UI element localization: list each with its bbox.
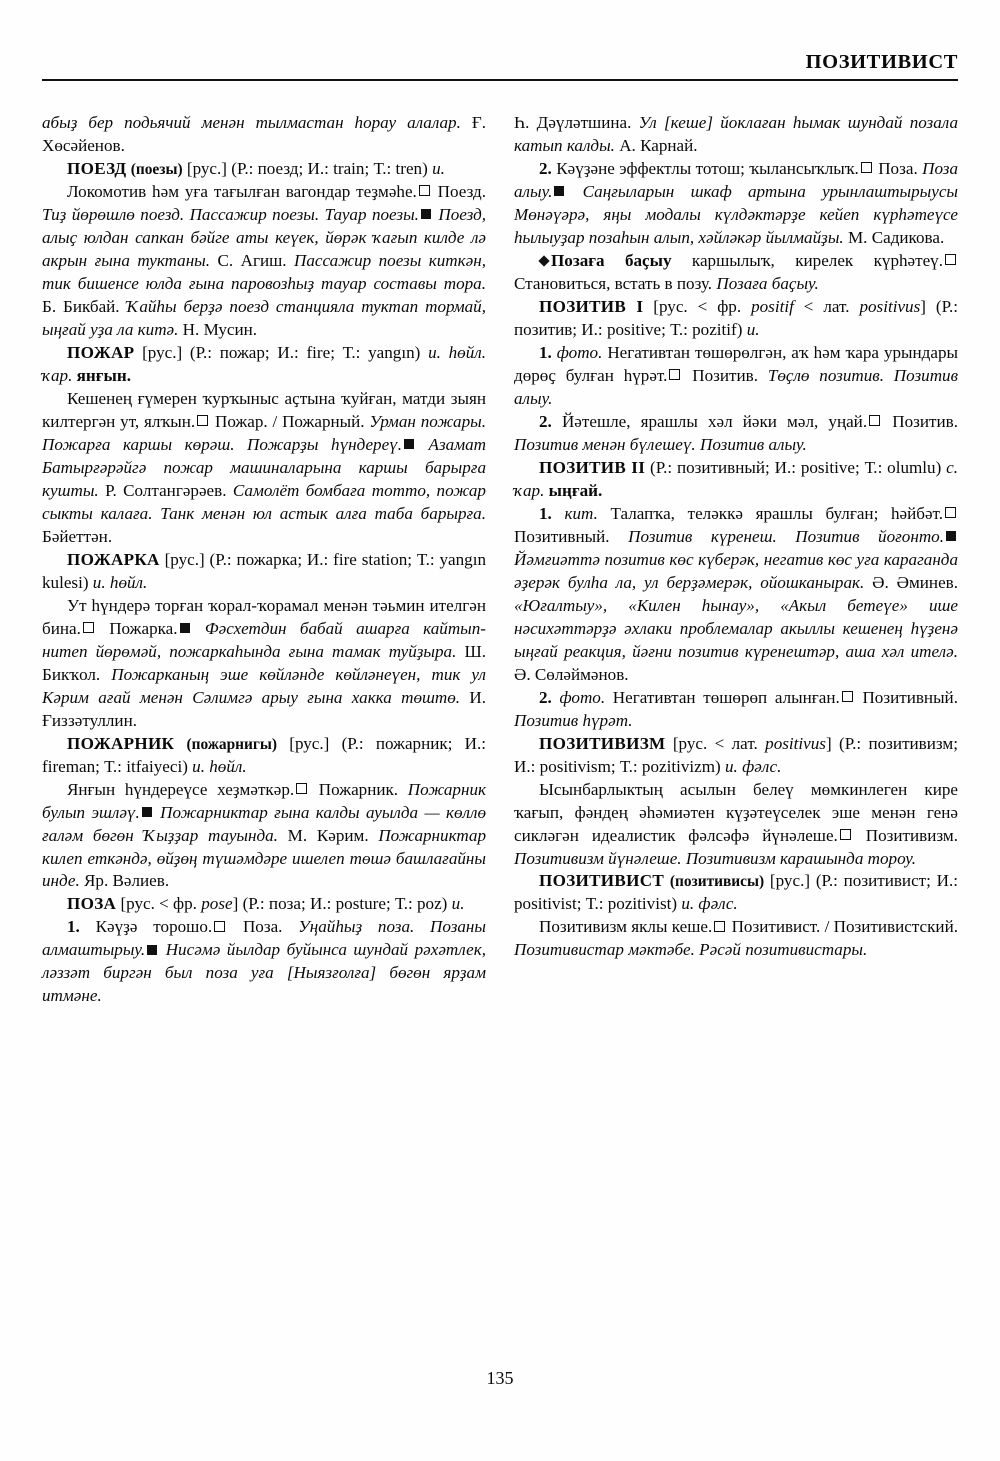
filled-square-icon — [147, 945, 157, 955]
citation-author: М. Садикова. — [843, 227, 945, 247]
etymology-latin: positif — [751, 296, 794, 316]
russian-gloss: Позитивизм. — [852, 825, 958, 845]
citation-author: М. Кәрим. — [277, 825, 369, 845]
entry-poezd-head — [42, 158, 486, 181]
open-square-icon — [945, 254, 956, 265]
grammar-label: и. фәлс. — [720, 756, 782, 776]
etymology-latin: positivus — [859, 296, 921, 316]
citation-quote: Фәсхетдин бабай ашарға кайтып-нитеп йөрөмәй, пожаркаһында ғына тамак туйҙыра. — [42, 618, 486, 661]
filled-square-icon — [142, 807, 152, 817]
continuation-quote: Ул [кеше] йоклаған һымак шундай позала катып калды. — [514, 113, 958, 155]
russian-gloss: Позитивный. — [514, 526, 610, 546]
citation-author: Ә. Сөләймәнов. — [514, 664, 629, 684]
continuation-author-lead: Һ. Дәүләтшина. — [514, 113, 632, 132]
headword: ПОЗИТИВ I — [539, 296, 644, 316]
grammar-label: и. һөйл. ҡар. — [42, 342, 486, 385]
citation-quote: Самолёт бомбаға тотто, пожар сыкты калаға. Танк менән юл астык алға таба барырға. — [42, 480, 486, 523]
citation-quote: Пассажир поезы киткән, тик бишенсе юлда ғына паровозһыҙ тауар составы тора. — [42, 250, 486, 293]
left-column — [42, 112, 486, 1008]
entry-continuation — [42, 112, 486, 158]
sense-number: 1. — [539, 342, 552, 362]
equivalents: (Р.: позитивный; И.: positive; Т.: olumlu) — [650, 457, 942, 477]
entry-pozitiv-1-sense-2 — [514, 411, 958, 457]
russian-gloss: Позитивный. — [854, 687, 958, 707]
open-square-icon — [197, 415, 208, 426]
equivalents: (Р.: позитивизм; И.: positivism; Т.: pozitivizm) — [514, 733, 958, 776]
filled-square-icon — [946, 531, 956, 541]
headword: ПОЖАРКА — [67, 549, 160, 569]
usage-label: фото. — [551, 687, 606, 707]
equivalents: (Р.: поза; И.: posture; Т.: poz) — [242, 894, 448, 914]
headword: ПОЖАРНИК — [67, 733, 175, 753]
entry-pozitiv-2-head — [514, 457, 958, 503]
collocations: Позаға баҫыу. — [712, 273, 819, 293]
open-square-icon — [419, 185, 430, 196]
etymology: [рус.] — [769, 871, 811, 891]
definition: Ысынбарлыктың асылын белеү мөмкинлеген кире ҡағып, фәндең әһәмиәтен күҙәтеүселек эше менән генә сикләгән идеалистик фәлсәфә йүнәлеше. — [514, 779, 958, 845]
open-square-icon — [861, 162, 872, 173]
continuation-author: Ғ. Хөсәйенов. — [42, 113, 486, 155]
headword: ПОЕЗД — [67, 158, 127, 178]
sense-number: 2. — [539, 158, 552, 178]
russian-gloss: Пожар. / Пожарный. — [210, 411, 365, 431]
collocations: Пожарник булып эшләү. — [42, 779, 486, 822]
headword: ПОЗИТИВИЗМ — [539, 733, 666, 753]
citation-quote: Поезд, алыҫ юлдан сапкан бәйге аты кеүек, йөрәк ҡағып килде лә акрын ғына туктаны. — [42, 204, 487, 270]
collocations: Төҫлө позитив. Позитив алыу. — [514, 365, 959, 408]
sense-number: 2. — [539, 411, 552, 431]
open-square-icon — [296, 783, 307, 794]
filled-square-icon — [404, 439, 414, 449]
etymology: [рус. < фр. positif < лат. positivus] — [653, 296, 926, 316]
collocations: Позитивистар мәктәбе. Рәсәй позитивистары. — [514, 940, 868, 960]
definition: Ут һүндерә торған ҡорал-ҡорамал менән тәьмин ителгән бина. — [42, 595, 486, 638]
citation-author: Н. Мусин. — [178, 319, 258, 339]
collocations: Тиҙ йөрөшлө поезд. Пассажир поезы. Тауар поезы. — [42, 204, 419, 224]
collocations: Урман пожары. Пожарға каршы көрәш. Пожарҙы һүндереү. — [42, 411, 486, 454]
citation-quote: «Юғалтыу», «Килен һынау», «Акыл бетеүе» ише нәсихәттәрҙә әхлаки проблемалар акыллы кешенең һүҙенә ыңғай реакция, йәғни позитив күренештәр, аша хәл ителә. — [514, 595, 958, 661]
open-square-icon — [714, 921, 725, 932]
headword-form: (позитивисы) — [669, 873, 765, 891]
russian-gloss: Поза. — [227, 917, 283, 937]
etymology: [рус.] — [164, 549, 205, 569]
filled-square-icon — [180, 623, 190, 633]
headword-form: (пожарнигы) — [186, 735, 278, 753]
headword-form: (поезы) — [130, 160, 183, 178]
grammar-label: и. һөйл. — [187, 756, 247, 776]
entry-pozhar-body — [42, 388, 486, 549]
citation-author: И. Ғиззәтуллин. — [42, 687, 486, 730]
equivalents: (Р.: пожар; И.: fire; Т.: yangın) — [189, 342, 421, 362]
equivalents: (Р.: позитивист; И.: positivist; Т.: pozitivist) — [514, 871, 959, 914]
open-square-icon — [83, 622, 94, 633]
equivalents: (Р.: позитив; И.: positive; Т.: pozitif) — [514, 296, 958, 339]
definition: Талапҡа, теләккә ярашлы булған; һәйбәт. — [597, 503, 943, 523]
grammar-label: с. ҡар. — [514, 457, 959, 500]
citation-author: Б. Бикбай. — [42, 296, 120, 316]
open-square-icon — [869, 415, 880, 426]
definition: Негативтан төшөрөп алынған. — [605, 687, 840, 707]
entry-pozitivizm-head — [514, 733, 958, 779]
citation-quote: Азамат Батырғәрәйгә пожар машиналарына каршы барырға кушты. — [42, 434, 486, 500]
citation-quote: Йәмғиәттә позитив көс күберәк, негатив көс уға караганда әҙерәк булһа ла, ул берҙәмерәк, ойошканырак. — [514, 549, 958, 592]
citation-quote: Саңғыларын шкаф артына урынлаштырыусы Мөнәүәрә, яңы модалы күлдәктәрҙе кейеп күрһәтеүсе һылыуҙар позаһын алып, хәйләкәр йылмайҙы. — [514, 181, 958, 247]
russian-gloss: Позитивист. / Позитивистский. — [727, 917, 958, 937]
entry-poza-head — [42, 893, 486, 916]
collocations: Позитив күренеш. Позитив йоғонто. — [609, 526, 944, 546]
grammar-label: и. фәлс. — [677, 894, 738, 914]
entry-continuation — [514, 112, 958, 158]
entry-pozitivist-head — [514, 870, 958, 916]
citation-author: С. Агиш. — [210, 250, 287, 270]
entry-pozharnik-head — [42, 733, 486, 779]
etymology: [рус.] — [142, 342, 183, 362]
etymology-latin: positivus — [765, 733, 826, 753]
grammar-label: и. — [447, 894, 465, 914]
sense-number: 1. — [539, 503, 552, 523]
etymology: [рус.] — [186, 158, 227, 178]
etymology: [рус. < лат. positivus] — [672, 733, 832, 753]
open-square-icon — [945, 507, 956, 518]
citation-quote: Пожарканың эше көйләнде көйләнеүен, тик ул Кәрим ағай менән Сәлимгә арыу ғына хакка төштө. — [42, 664, 486, 707]
cross-reference: ыңғай. — [548, 480, 603, 500]
entry-pozharnik-body — [42, 779, 486, 894]
citation-author: Ә. Әминев. — [864, 572, 958, 592]
entry-pozharka-head — [42, 549, 486, 595]
headword: ПОЗИТИВИСТ — [539, 871, 665, 891]
sense-number: 2. — [539, 687, 552, 707]
definition: Йәтешле, ярашлы хәл йәки мәл, уңай. — [551, 411, 868, 431]
grammar-label: и. — [427, 158, 445, 178]
entry-pozharka-body — [42, 595, 486, 733]
entry-poza-sense-2 — [514, 158, 958, 250]
entry-phraseme-pozaga-basyu — [514, 250, 958, 296]
collocations: Уңайһыҙ поза. Позаны алмаштырыу. — [42, 917, 486, 960]
filled-square-icon — [421, 209, 431, 219]
grammar-label: и. һөйл. — [88, 572, 148, 592]
collocations: Поза алыу. — [514, 158, 958, 201]
definition: Позитивизм яклы кеше. — [539, 917, 713, 937]
entry-pozhar-head — [42, 342, 486, 388]
definition: Локомотив һәм уға тағылған вагондар теҙмәһе. — [67, 181, 417, 201]
headword: ПОЗИТИВ II — [539, 457, 646, 477]
open-square-icon — [840, 829, 851, 840]
page-number: 135 — [486, 1368, 514, 1388]
running-head: ПОЗИТИВИСТ — [805, 51, 958, 73]
citation-author: Яр. Вәлиев. — [79, 871, 170, 891]
right-column — [514, 112, 958, 1008]
russian-gloss: Пожарник. — [309, 779, 399, 799]
entry-pozitiv-1-sense-1 — [514, 342, 958, 411]
equivalents: (Р.: пожарник; И.: fireman; Т.: itfaiyeci) — [42, 733, 486, 776]
header-rule — [42, 79, 958, 81]
equivalents: (Р.: пожарка; И.: fire station; Т.: yangın kulesi) — [42, 549, 487, 592]
etymology: [рус.] — [289, 733, 330, 753]
citation-author: Ш. Бикҡол. — [42, 641, 486, 684]
russian-gloss: Становиться, встать в позу. — [514, 273, 713, 293]
continuation-quote: абыҙ бер подьячий менән тылмастан һорау алалар. — [42, 113, 461, 132]
entry-pozitiv-1-head — [514, 296, 958, 342]
filled-square-icon — [554, 186, 564, 196]
russian-gloss: Позитив. — [882, 411, 958, 431]
sense-number: 1. — [67, 917, 80, 937]
open-square-icon — [669, 369, 680, 380]
definition: Кәүҙәне эффектлы тотош; ҡылансыҡлыҡ. — [551, 158, 859, 178]
cross-reference: янғын. — [76, 365, 131, 385]
russian-gloss: Позитив. — [682, 365, 758, 385]
phraseme-headword: Позаға баҫыу — [551, 250, 672, 270]
definition: каршылыҡ, кирелек күрһәтеү. — [671, 250, 944, 270]
page-header — [42, 52, 958, 98]
entry-pozitivizm-body — [514, 779, 958, 871]
russian-gloss: Поза. — [873, 158, 918, 178]
citation-author: Бәйеттән. — [42, 526, 113, 546]
continuation-author: А. Карнай. — [614, 135, 698, 155]
headword: ПОЗА — [67, 894, 117, 914]
body-columns — [42, 112, 958, 1008]
citation-author: Р. Солтангәрәев. — [98, 480, 227, 500]
usage-label: кит. — [551, 503, 598, 523]
citation-quote: Ҡайһы берҙә поезд станцияла туктап тормай, ыңғай уҙа ла китә. — [42, 296, 486, 339]
collocations: Позитив һүрәт. — [514, 710, 633, 730]
entry-poza-sense-1 — [42, 916, 486, 1008]
etymology-latin: pose — [201, 894, 233, 914]
citation-quote: Нисәмә йылдар буйынса шундай рәхәтлек, ләззәт биргән был поза уға [Ныязғолға] бөгөн ярҙам итмәне. — [42, 940, 486, 1006]
equivalents: (Р.: поезд; И.: train; Т.: tren) — [231, 158, 428, 178]
open-square-icon — [214, 921, 225, 932]
headword: ПОЖАР — [67, 342, 135, 362]
collocations: Позитивизм йүнәлеше. Позитивизм карашында тороу. — [514, 848, 917, 868]
diamond-icon — [538, 256, 549, 267]
definition: Кәүҙә торошо. — [79, 917, 213, 937]
usage-label: фото. — [551, 342, 603, 362]
entry-poezd-body — [42, 181, 486, 342]
entry-pozitiv-2-sense-1 — [514, 503, 958, 687]
definition: Негативтан төшөрөлгән, аҡ һәм ҡара урындары дөрөҫ булған һүрәт. — [514, 342, 958, 385]
etymology: [рус. < фр. pose] — [120, 894, 239, 914]
collocations: Позитив менән бүлешеү. Позитив алыу. — [514, 434, 807, 454]
grammar-label: и. — [742, 319, 760, 339]
entry-pozitiv-2-sense-2 — [514, 687, 958, 733]
definition: Кешенең ғүмерен ҡурҡыныс аҫтына ҡуйған, матди зыян килтергән ут, ялҡын. — [42, 388, 486, 431]
citation-quote: Пожарниктар килеп еткәндә, өйҙөң түшәмдәре ишелеп төшә башлағайны инде. — [42, 825, 486, 891]
russian-gloss: Поезд. — [431, 181, 486, 201]
open-square-icon — [842, 691, 853, 702]
russian-gloss: Пожарка. — [95, 618, 178, 638]
citation-quote: Пожарниктар ғына калды ауылда — көллө ғаләм бөгөн Ҡыҙҙар тауында. — [42, 802, 487, 845]
entry-pozitivist-body — [514, 916, 958, 962]
definition: Янғын һүндереүсе хеҙмәткәр. — [67, 779, 295, 799]
